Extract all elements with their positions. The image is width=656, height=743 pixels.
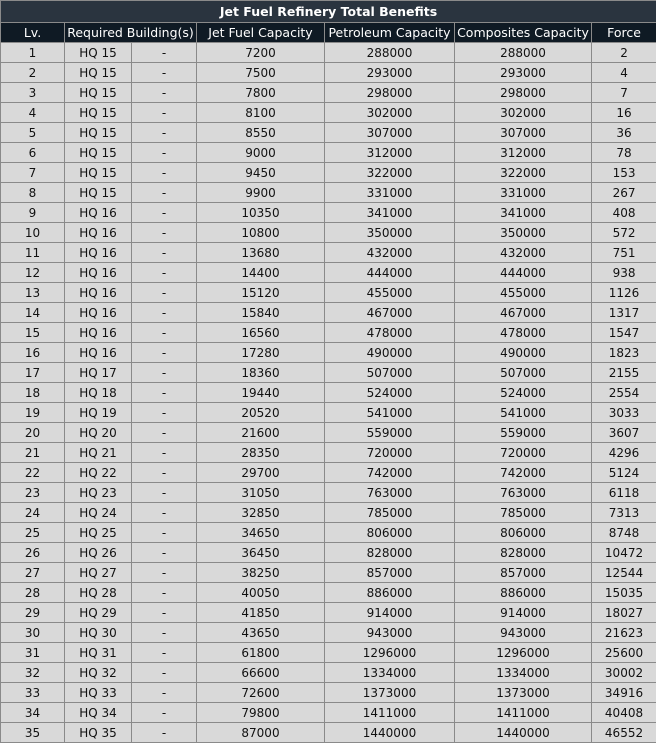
cell-level: 32 (1, 663, 65, 683)
table-row (1, 363, 656, 383)
header-force: Force (592, 23, 656, 43)
cell-composites-capacity: 507000 (455, 363, 592, 383)
cell-composites-capacity: 524000 (455, 383, 592, 403)
table-title-row (1, 1, 656, 23)
table-row (1, 243, 656, 263)
cell-force: 3033 (592, 403, 656, 423)
cell-required-building-2: - (132, 143, 197, 163)
cell-jet-fuel-capacity: 29700 (197, 463, 325, 483)
cell-composites-capacity: 559000 (455, 423, 592, 443)
cell-force: 2 (592, 43, 656, 63)
cell-jet-fuel-capacity: 20520 (197, 403, 325, 423)
cell-level: 34 (1, 703, 65, 723)
cell-required-building-2: - (132, 203, 197, 223)
cell-jet-fuel-capacity: 16560 (197, 323, 325, 343)
cell-petroleum-capacity: 350000 (325, 223, 455, 243)
cell-level: 2 (1, 63, 65, 83)
cell-required-building: HQ 16 (65, 223, 132, 243)
cell-required-building: HQ 16 (65, 323, 132, 343)
cell-level: 18 (1, 383, 65, 403)
table-row (1, 643, 656, 663)
cell-force: 2155 (592, 363, 656, 383)
cell-required-building: HQ 35 (65, 723, 132, 743)
cell-level: 26 (1, 543, 65, 563)
cell-required-building: HQ 24 (65, 503, 132, 523)
cell-jet-fuel-capacity: 15120 (197, 283, 325, 303)
cell-composites-capacity: 467000 (455, 303, 592, 323)
cell-required-building: HQ 16 (65, 303, 132, 323)
cell-petroleum-capacity: 307000 (325, 123, 455, 143)
cell-jet-fuel-capacity: 13680 (197, 243, 325, 263)
cell-composites-capacity: 288000 (455, 43, 592, 63)
cell-jet-fuel-capacity: 17280 (197, 343, 325, 363)
cell-petroleum-capacity: 432000 (325, 243, 455, 263)
cell-composites-capacity: 350000 (455, 223, 592, 243)
cell-level: 5 (1, 123, 65, 143)
cell-petroleum-capacity: 524000 (325, 383, 455, 403)
table-row (1, 683, 656, 703)
cell-required-building-2: - (132, 423, 197, 443)
cell-jet-fuel-capacity: 87000 (197, 723, 325, 743)
cell-jet-fuel-capacity: 21600 (197, 423, 325, 443)
cell-petroleum-capacity: 331000 (325, 183, 455, 203)
table-row (1, 63, 656, 83)
table-row (1, 563, 656, 583)
cell-jet-fuel-capacity: 38250 (197, 563, 325, 583)
cell-required-building: HQ 16 (65, 203, 132, 223)
cell-required-building-2: - (132, 83, 197, 103)
cell-required-building: HQ 22 (65, 463, 132, 483)
cell-jet-fuel-capacity: 31050 (197, 483, 325, 503)
cell-required-building: HQ 15 (65, 103, 132, 123)
cell-petroleum-capacity: 1334000 (325, 663, 455, 683)
cell-jet-fuel-capacity: 8550 (197, 123, 325, 143)
cell-jet-fuel-capacity: 41850 (197, 603, 325, 623)
table-row (1, 343, 656, 363)
table-row (1, 403, 656, 423)
cell-level: 30 (1, 623, 65, 643)
table-row (1, 443, 656, 463)
cell-composites-capacity: 886000 (455, 583, 592, 603)
cell-level: 21 (1, 443, 65, 463)
cell-composites-capacity: 763000 (455, 483, 592, 503)
cell-composites-capacity: 341000 (455, 203, 592, 223)
cell-petroleum-capacity: 559000 (325, 423, 455, 443)
cell-required-building: HQ 27 (65, 563, 132, 583)
cell-level: 27 (1, 563, 65, 583)
cell-level: 8 (1, 183, 65, 203)
cell-required-building-2: - (132, 523, 197, 543)
table-row (1, 103, 656, 123)
cell-level: 25 (1, 523, 65, 543)
cell-required-building-2: - (132, 183, 197, 203)
cell-composites-capacity: 1440000 (455, 723, 592, 743)
cell-required-building: HQ 19 (65, 403, 132, 423)
cell-force: 3607 (592, 423, 656, 443)
cell-jet-fuel-capacity: 79800 (197, 703, 325, 723)
cell-required-building: HQ 34 (65, 703, 132, 723)
cell-force: 5124 (592, 463, 656, 483)
cell-jet-fuel-capacity: 10800 (197, 223, 325, 243)
cell-composites-capacity: 490000 (455, 343, 592, 363)
cell-required-building-2: - (132, 123, 197, 143)
cell-force: 8748 (592, 523, 656, 543)
cell-required-building: HQ 16 (65, 243, 132, 263)
cell-required-building: HQ 21 (65, 443, 132, 463)
table-row (1, 543, 656, 563)
cell-required-building: HQ 23 (65, 483, 132, 503)
cell-force: 4296 (592, 443, 656, 463)
cell-petroleum-capacity: 914000 (325, 603, 455, 623)
cell-required-building-2: - (132, 503, 197, 523)
cell-required-building: HQ 15 (65, 63, 132, 83)
cell-level: 31 (1, 643, 65, 663)
cell-composites-capacity: 1296000 (455, 643, 592, 663)
cell-petroleum-capacity: 828000 (325, 543, 455, 563)
cell-composites-capacity: 806000 (455, 523, 592, 543)
table-row (1, 723, 656, 743)
cell-force: 21623 (592, 623, 656, 643)
cell-force: 1823 (592, 343, 656, 363)
cell-required-building: HQ 32 (65, 663, 132, 683)
cell-required-building-2: - (132, 243, 197, 263)
cell-force: 1317 (592, 303, 656, 323)
header-composites-capacity: Composites Capacity (455, 23, 592, 43)
cell-jet-fuel-capacity: 40050 (197, 583, 325, 603)
cell-force: 36 (592, 123, 656, 143)
cell-composites-capacity: 307000 (455, 123, 592, 143)
cell-level: 29 (1, 603, 65, 623)
cell-required-building-2: - (132, 483, 197, 503)
cell-jet-fuel-capacity: 7200 (197, 43, 325, 63)
cell-required-building: HQ 15 (65, 43, 132, 63)
cell-required-building: HQ 17 (65, 363, 132, 383)
cell-petroleum-capacity: 742000 (325, 463, 455, 483)
cell-level: 7 (1, 163, 65, 183)
cell-required-building-2: - (132, 343, 197, 363)
table-row (1, 183, 656, 203)
cell-force: 46552 (592, 723, 656, 743)
table-row (1, 463, 656, 483)
cell-required-building-2: - (132, 283, 197, 303)
cell-jet-fuel-capacity: 43650 (197, 623, 325, 643)
cell-force: 7313 (592, 503, 656, 523)
cell-required-building-2: - (132, 443, 197, 463)
cell-petroleum-capacity: 478000 (325, 323, 455, 343)
cell-composites-capacity: 293000 (455, 63, 592, 83)
cell-required-building-2: - (132, 43, 197, 63)
cell-required-building: HQ 33 (65, 683, 132, 703)
cell-force: 25600 (592, 643, 656, 663)
cell-force: 6118 (592, 483, 656, 503)
cell-required-building-2: - (132, 403, 197, 423)
cell-force: 40408 (592, 703, 656, 723)
cell-force: 572 (592, 223, 656, 243)
cell-petroleum-capacity: 1296000 (325, 643, 455, 663)
cell-composites-capacity: 857000 (455, 563, 592, 583)
table-row (1, 203, 656, 223)
cell-required-building: HQ 28 (65, 583, 132, 603)
table-row (1, 323, 656, 343)
cell-level: 11 (1, 243, 65, 263)
cell-petroleum-capacity: 507000 (325, 363, 455, 383)
table-row (1, 503, 656, 523)
cell-jet-fuel-capacity: 66600 (197, 663, 325, 683)
cell-level: 3 (1, 83, 65, 103)
cell-required-building: HQ 25 (65, 523, 132, 543)
cell-jet-fuel-capacity: 7800 (197, 83, 325, 103)
header-required-building: Required Building(s) (65, 23, 197, 43)
cell-force: 751 (592, 243, 656, 263)
cell-required-building-2: - (132, 643, 197, 663)
cell-level: 6 (1, 143, 65, 163)
cell-level: 15 (1, 323, 65, 343)
cell-composites-capacity: 943000 (455, 623, 592, 643)
table-row (1, 263, 656, 283)
cell-required-building-2: - (132, 683, 197, 703)
table-header-row (1, 23, 656, 43)
table-row (1, 423, 656, 443)
cell-force: 1547 (592, 323, 656, 343)
table-title: Jet Fuel Refinery Total Benefits (1, 1, 656, 23)
cell-jet-fuel-capacity: 9000 (197, 143, 325, 163)
cell-force: 30002 (592, 663, 656, 683)
cell-required-building: HQ 16 (65, 283, 132, 303)
table-row (1, 483, 656, 503)
cell-petroleum-capacity: 1440000 (325, 723, 455, 743)
cell-required-building-2: - (132, 463, 197, 483)
cell-required-building-2: - (132, 583, 197, 603)
table-row (1, 223, 656, 243)
cell-level: 33 (1, 683, 65, 703)
cell-composites-capacity: 742000 (455, 463, 592, 483)
cell-level: 16 (1, 343, 65, 363)
cell-petroleum-capacity: 886000 (325, 583, 455, 603)
cell-level: 35 (1, 723, 65, 743)
cell-composites-capacity: 828000 (455, 543, 592, 563)
cell-composites-capacity: 444000 (455, 263, 592, 283)
cell-jet-fuel-capacity: 8100 (197, 103, 325, 123)
table-row (1, 383, 656, 403)
cell-jet-fuel-capacity: 36450 (197, 543, 325, 563)
cell-required-building: HQ 15 (65, 183, 132, 203)
cell-composites-capacity: 312000 (455, 143, 592, 163)
cell-level: 4 (1, 103, 65, 123)
table-row (1, 603, 656, 623)
cell-petroleum-capacity: 444000 (325, 263, 455, 283)
cell-level: 10 (1, 223, 65, 243)
cell-composites-capacity: 785000 (455, 503, 592, 523)
cell-level: 17 (1, 363, 65, 383)
cell-jet-fuel-capacity: 72600 (197, 683, 325, 703)
cell-jet-fuel-capacity: 61800 (197, 643, 325, 663)
cell-composites-capacity: 298000 (455, 83, 592, 103)
cell-petroleum-capacity: 302000 (325, 103, 455, 123)
cell-composites-capacity: 322000 (455, 163, 592, 183)
table-row (1, 83, 656, 103)
cell-composites-capacity: 455000 (455, 283, 592, 303)
cell-force: 18027 (592, 603, 656, 623)
cell-force: 15035 (592, 583, 656, 603)
cell-level: 9 (1, 203, 65, 223)
table-row (1, 703, 656, 723)
cell-composites-capacity: 541000 (455, 403, 592, 423)
cell-petroleum-capacity: 1373000 (325, 683, 455, 703)
cell-required-building-2: - (132, 543, 197, 563)
cell-petroleum-capacity: 943000 (325, 623, 455, 643)
cell-required-building-2: - (132, 603, 197, 623)
cell-required-building-2: - (132, 163, 197, 183)
cell-level: 23 (1, 483, 65, 503)
table-row (1, 283, 656, 303)
cell-required-building: HQ 29 (65, 603, 132, 623)
cell-jet-fuel-capacity: 10350 (197, 203, 325, 223)
cell-required-building-2: - (132, 223, 197, 243)
cell-required-building: HQ 15 (65, 123, 132, 143)
cell-petroleum-capacity: 455000 (325, 283, 455, 303)
cell-composites-capacity: 1334000 (455, 663, 592, 683)
cell-force: 267 (592, 183, 656, 203)
cell-force: 7 (592, 83, 656, 103)
cell-petroleum-capacity: 1411000 (325, 703, 455, 723)
cell-required-building: HQ 20 (65, 423, 132, 443)
cell-level: 12 (1, 263, 65, 283)
table-row (1, 143, 656, 163)
cell-required-building-2: - (132, 303, 197, 323)
cell-level: 24 (1, 503, 65, 523)
cell-required-building: HQ 15 (65, 163, 132, 183)
cell-petroleum-capacity: 785000 (325, 503, 455, 523)
cell-force: 78 (592, 143, 656, 163)
cell-petroleum-capacity: 298000 (325, 83, 455, 103)
table-row (1, 663, 656, 683)
cell-required-building-2: - (132, 703, 197, 723)
cell-jet-fuel-capacity: 32850 (197, 503, 325, 523)
cell-petroleum-capacity: 720000 (325, 443, 455, 463)
cell-jet-fuel-capacity: 15840 (197, 303, 325, 323)
cell-level: 28 (1, 583, 65, 603)
cell-petroleum-capacity: 341000 (325, 203, 455, 223)
cell-level: 20 (1, 423, 65, 443)
cell-force: 34916 (592, 683, 656, 703)
cell-required-building: HQ 15 (65, 143, 132, 163)
table-row (1, 303, 656, 323)
cell-required-building: HQ 31 (65, 643, 132, 663)
cell-required-building-2: - (132, 263, 197, 283)
table-row (1, 623, 656, 643)
cell-jet-fuel-capacity: 28350 (197, 443, 325, 463)
cell-composites-capacity: 478000 (455, 323, 592, 343)
cell-force: 2554 (592, 383, 656, 403)
cell-composites-capacity: 432000 (455, 243, 592, 263)
header-jet-fuel-capacity: Jet Fuel Capacity (197, 23, 325, 43)
cell-petroleum-capacity: 806000 (325, 523, 455, 543)
cell-level: 14 (1, 303, 65, 323)
cell-jet-fuel-capacity: 7500 (197, 63, 325, 83)
cell-jet-fuel-capacity: 9900 (197, 183, 325, 203)
cell-petroleum-capacity: 467000 (325, 303, 455, 323)
cell-petroleum-capacity: 763000 (325, 483, 455, 503)
cell-required-building-2: - (132, 563, 197, 583)
cell-required-building: HQ 15 (65, 83, 132, 103)
cell-force: 938 (592, 263, 656, 283)
table-row (1, 123, 656, 143)
cell-petroleum-capacity: 490000 (325, 343, 455, 363)
cell-composites-capacity: 331000 (455, 183, 592, 203)
cell-force: 408 (592, 203, 656, 223)
cell-composites-capacity: 720000 (455, 443, 592, 463)
table-row (1, 523, 656, 543)
cell-required-building-2: - (132, 663, 197, 683)
cell-level: 22 (1, 463, 65, 483)
cell-required-building: HQ 16 (65, 343, 132, 363)
cell-petroleum-capacity: 293000 (325, 63, 455, 83)
cell-required-building-2: - (132, 103, 197, 123)
cell-required-building: HQ 26 (65, 543, 132, 563)
cell-force: 153 (592, 163, 656, 183)
cell-petroleum-capacity: 541000 (325, 403, 455, 423)
cell-level: 19 (1, 403, 65, 423)
cell-required-building: HQ 16 (65, 263, 132, 283)
cell-jet-fuel-capacity: 14400 (197, 263, 325, 283)
cell-required-building: HQ 18 (65, 383, 132, 403)
cell-required-building-2: - (132, 363, 197, 383)
cell-required-building-2: - (132, 723, 197, 743)
cell-force: 16 (592, 103, 656, 123)
cell-composites-capacity: 914000 (455, 603, 592, 623)
cell-petroleum-capacity: 288000 (325, 43, 455, 63)
cell-composites-capacity: 1373000 (455, 683, 592, 703)
cell-force: 1126 (592, 283, 656, 303)
table-row (1, 163, 656, 183)
cell-required-building-2: - (132, 63, 197, 83)
cell-required-building: HQ 30 (65, 623, 132, 643)
cell-force: 4 (592, 63, 656, 83)
header-level: Lv. (1, 23, 65, 43)
cell-jet-fuel-capacity: 9450 (197, 163, 325, 183)
cell-force: 10472 (592, 543, 656, 563)
cell-jet-fuel-capacity: 18360 (197, 363, 325, 383)
table-body (1, 43, 656, 743)
cell-petroleum-capacity: 312000 (325, 143, 455, 163)
cell-required-building-2: - (132, 383, 197, 403)
cell-composites-capacity: 1411000 (455, 703, 592, 723)
table-row (1, 43, 656, 63)
table-row (1, 583, 656, 603)
cell-required-building-2: - (132, 623, 197, 643)
cell-jet-fuel-capacity: 34650 (197, 523, 325, 543)
header-petroleum-capacity: Petroleum Capacity (325, 23, 455, 43)
cell-required-building-2: - (132, 323, 197, 343)
cell-petroleum-capacity: 322000 (325, 163, 455, 183)
cell-force: 12544 (592, 563, 656, 583)
cell-petroleum-capacity: 857000 (325, 563, 455, 583)
cell-level: 13 (1, 283, 65, 303)
cell-level: 1 (1, 43, 65, 63)
cell-composites-capacity: 302000 (455, 103, 592, 123)
cell-jet-fuel-capacity: 19440 (197, 383, 325, 403)
